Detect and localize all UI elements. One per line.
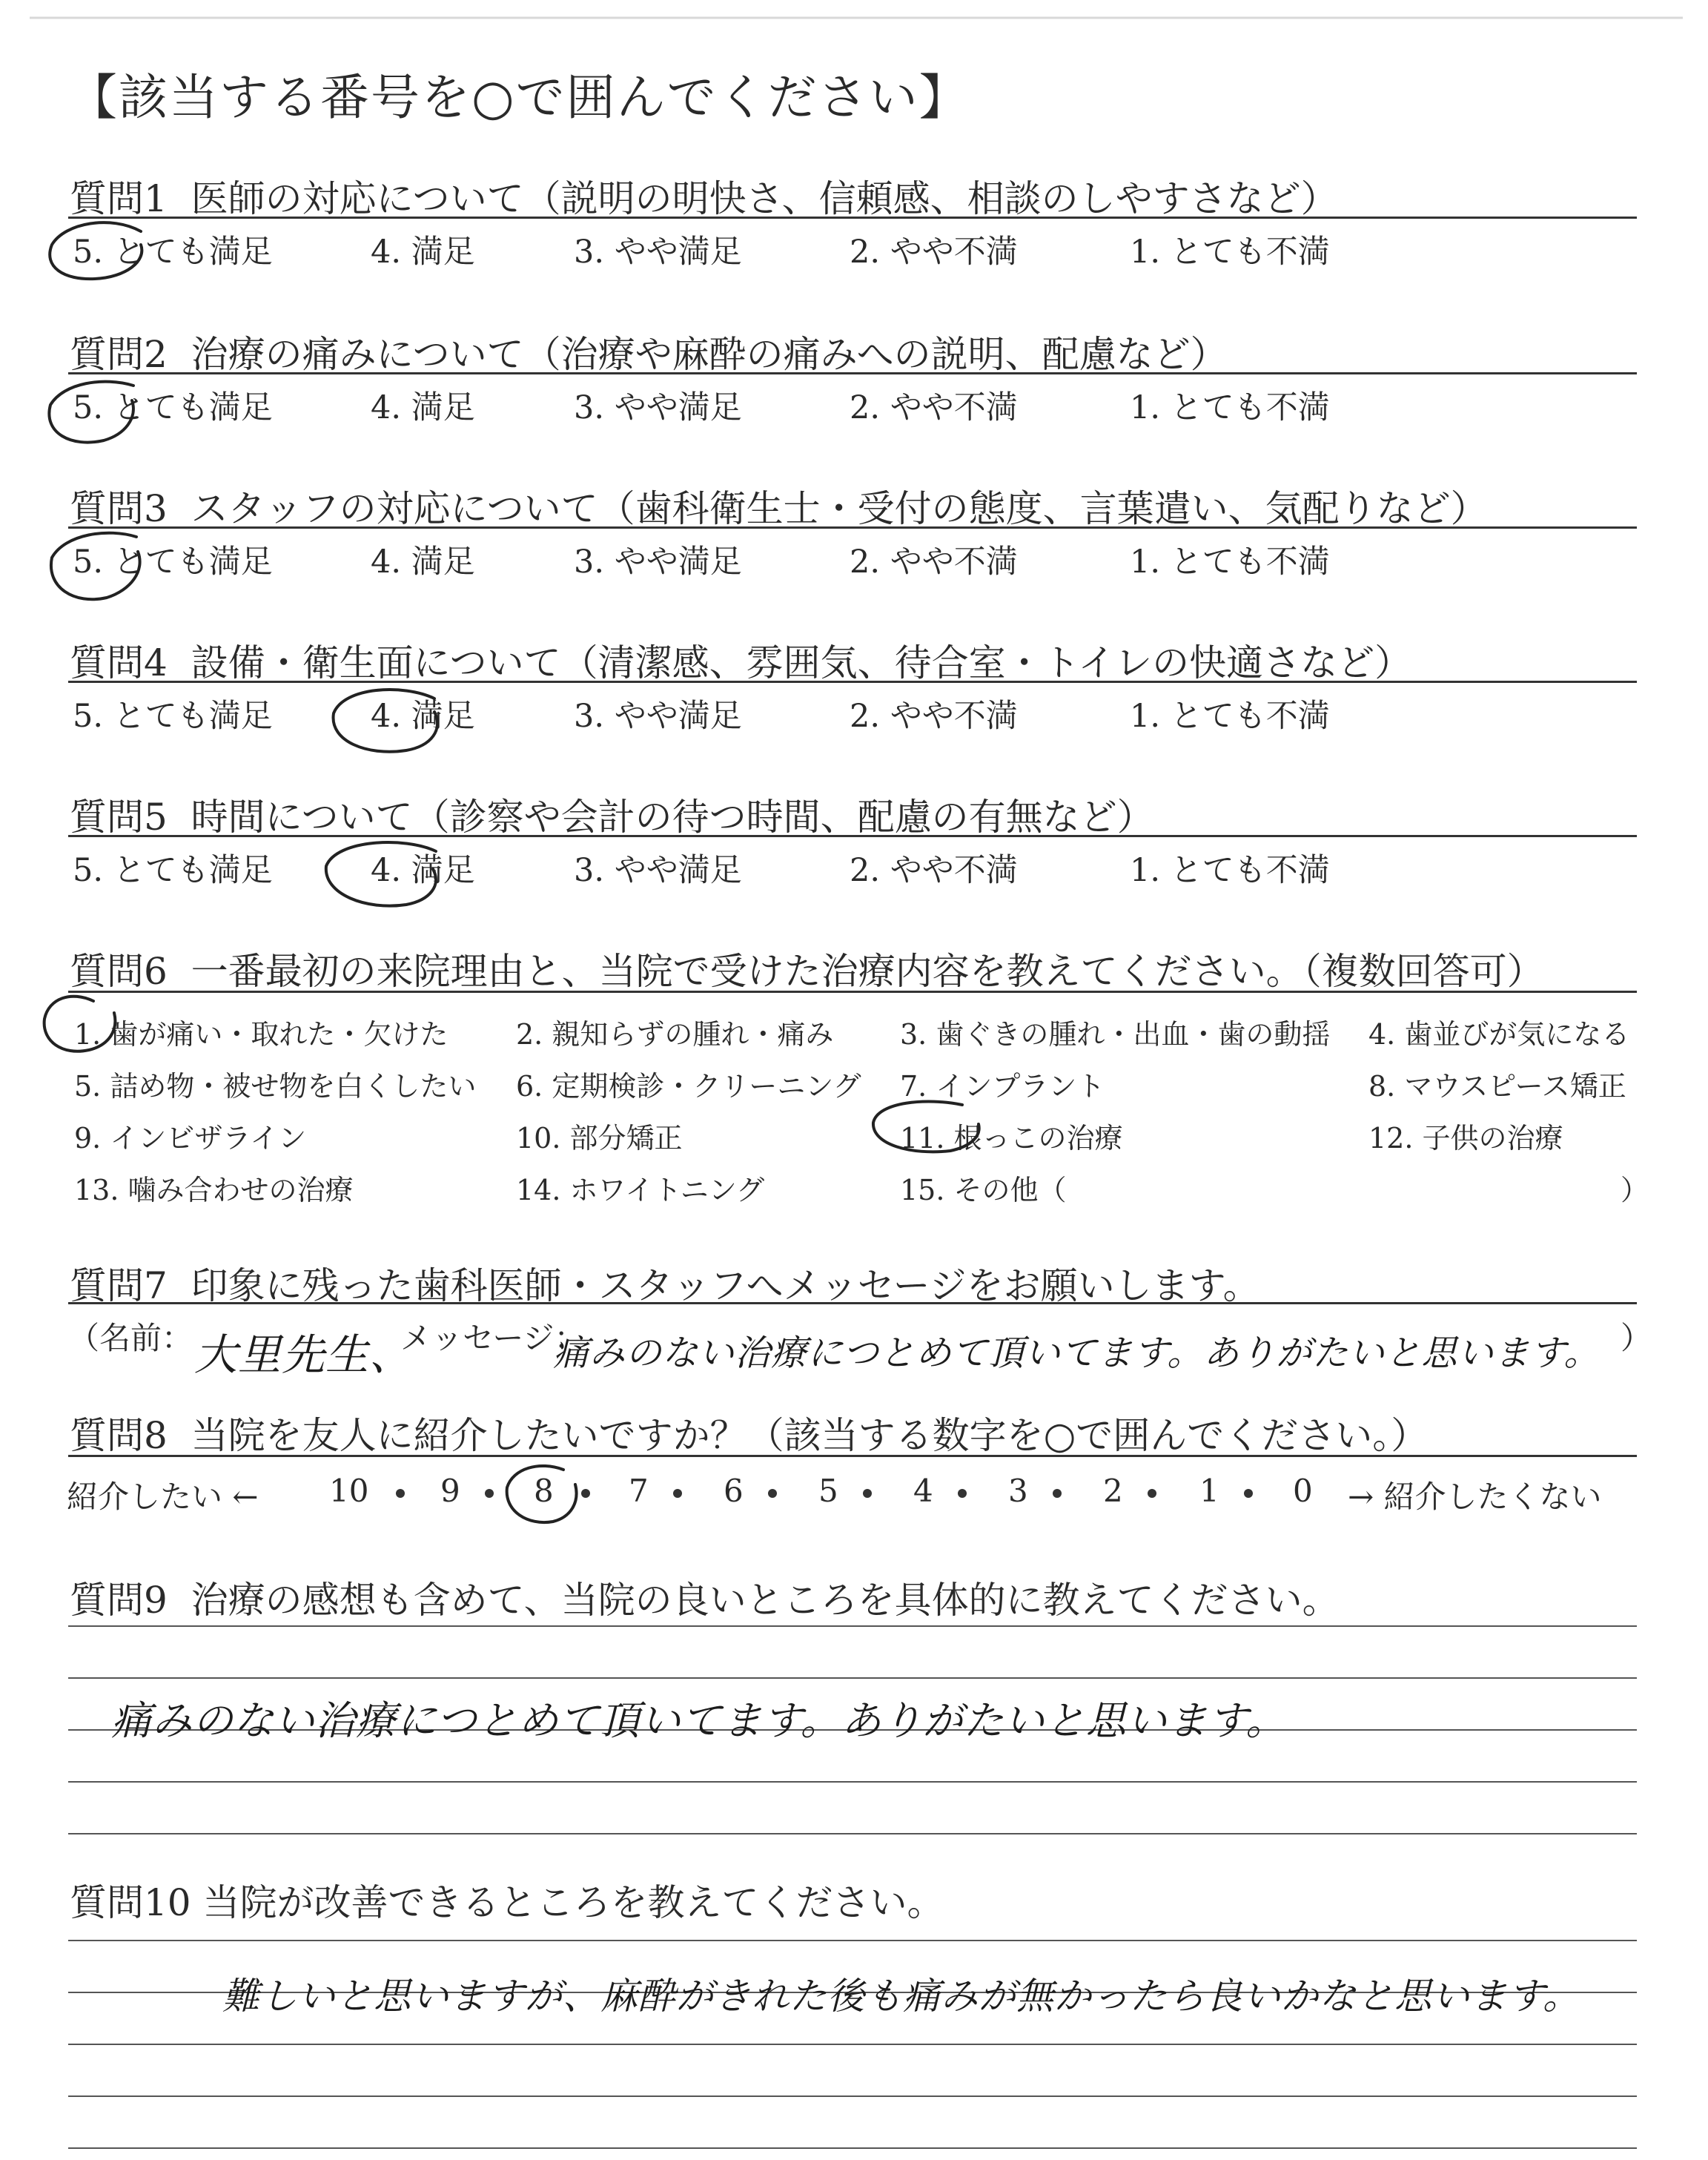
q10-line-3 bbox=[68, 2044, 1637, 2045]
question-1-text: 医師の対応について（説明の明快さ、信頼感、相談のしやすさなど） bbox=[191, 177, 1338, 220]
question-9 bbox=[70, 1571, 1340, 1624]
q5-option-5[interactable]: 5. とても満足 bbox=[73, 852, 273, 889]
question-3-label: 質問3 bbox=[70, 487, 168, 530]
question-2 bbox=[70, 325, 1228, 378]
q2-option-2[interactable]: 2. やや不満 bbox=[850, 389, 1018, 426]
q8-scale-7[interactable]: 7 bbox=[629, 1473, 649, 1509]
question-1-rule bbox=[68, 217, 1637, 219]
q6-option-11[interactable]: 11. 根っこの治療 bbox=[900, 1122, 1123, 1155]
q6-option-7[interactable]: 7. インプラント bbox=[900, 1070, 1105, 1103]
q6-option-2[interactable]: 2. 親知らずの腫れ・痛み bbox=[516, 1018, 834, 1051]
q6-option-1[interactable]: 1. 歯が痛い・取れた・欠けた bbox=[74, 1018, 448, 1051]
question-7-label: 質問7 bbox=[70, 1264, 168, 1307]
q6-option-14[interactable]: 14. ホワイトニング bbox=[516, 1174, 765, 1206]
question-8-rule bbox=[68, 1455, 1637, 1457]
question-3-rule bbox=[68, 526, 1637, 529]
question-5-label: 質問5 bbox=[70, 796, 168, 839]
q6-option-10[interactable]: 10. 部分矯正 bbox=[516, 1122, 683, 1155]
q2-option-1[interactable]: 1. とても不満 bbox=[1130, 389, 1330, 426]
question-8-label: 質問8 bbox=[70, 1414, 168, 1457]
q8-scale-6[interactable]: 6 bbox=[724, 1473, 744, 1509]
question-4 bbox=[70, 633, 1411, 687]
q6-option-13[interactable]: 13. 噛み合わせの治療 bbox=[74, 1174, 354, 1206]
q9-answer-handwritten[interactable]: 痛みのない治療につとめて頂いてます。ありがたいと思います。 bbox=[111, 1697, 1287, 1744]
q4-option-1[interactable]: 1. とても不満 bbox=[1130, 698, 1330, 735]
q3-option-4[interactable]: 4. 満足 bbox=[371, 544, 475, 581]
q8-scale-8[interactable]: 8 bbox=[534, 1473, 554, 1509]
q8-scale-1[interactable]: 1 bbox=[1199, 1473, 1219, 1509]
q2-option-5[interactable]: 5. とても満足 bbox=[73, 389, 273, 426]
q6-option-15[interactable]: 15. その他（ bbox=[900, 1174, 1067, 1206]
question-10-label: 質問10 bbox=[70, 1881, 191, 1924]
question-5 bbox=[70, 787, 1154, 841]
question-7-text: 印象に残った歯科医師・スタッフへメッセージをお願いします。 bbox=[191, 1264, 1260, 1307]
q5-option-1[interactable]: 1. とても不満 bbox=[1130, 852, 1330, 889]
question-9-text: 治療の感想も含めて、当院の良いところを具体的に教えてください。 bbox=[191, 1579, 1340, 1622]
q3-option-1[interactable]: 1. とても不満 bbox=[1130, 544, 1330, 581]
q2-option-3[interactable]: 3. やや満足 bbox=[574, 389, 742, 426]
q8-scale-0[interactable]: 0 bbox=[1293, 1473, 1313, 1509]
q6-option-5[interactable]: 5. 詰め物・被せ物を白くしたい bbox=[74, 1070, 477, 1103]
q1-option-5[interactable]: 5. とても満足 bbox=[73, 234, 273, 271]
q4-option-2[interactable]: 2. やや不満 bbox=[850, 698, 1018, 735]
question-3 bbox=[70, 479, 1488, 532]
q3-option-5[interactable]: 5. とても満足 bbox=[73, 544, 273, 581]
question-9-label: 質問9 bbox=[70, 1579, 168, 1622]
question-8 bbox=[70, 1406, 1428, 1459]
q10-line-1 bbox=[68, 1940, 1637, 1941]
q7-name-label: （名前： bbox=[68, 1320, 193, 1356]
q6-option-15-close: ） bbox=[1621, 1174, 1649, 1206]
question-6-rule bbox=[68, 991, 1637, 993]
q6-option-3[interactable]: 3. 歯ぐきの腫れ・出血・歯の動揺 bbox=[900, 1018, 1331, 1051]
q5-option-3[interactable]: 3. やや満足 bbox=[574, 852, 742, 889]
q3-option-2[interactable]: 2. やや不満 bbox=[850, 544, 1018, 581]
q10-answer-handwritten[interactable]: 難しいと思いますが、麻酔がきれた後も痛みが無かったら良いかなと思います。 bbox=[222, 1975, 1580, 2018]
question-8-text: 当院を友人に紹介したいですか？（該当する数字を○で囲んでください。） bbox=[191, 1414, 1429, 1457]
q9-line-5 bbox=[68, 1833, 1637, 1834]
q8-scale-9[interactable]: 9 bbox=[440, 1473, 460, 1509]
q7-close-paren: ） bbox=[1621, 1320, 1652, 1356]
question-3-text: スタッフの対応について（歯科衛生士・受付の態度、言葉遣い、気配りなど） bbox=[191, 487, 1488, 530]
q9-line-2 bbox=[68, 1677, 1637, 1679]
question-7-rule bbox=[68, 1302, 1637, 1304]
q7-message-handwritten[interactable]: 痛みのない治療につとめて頂いてます。ありがたいと思います。 bbox=[553, 1332, 1601, 1374]
q5-option-2[interactable]: 2. やや不満 bbox=[850, 852, 1018, 889]
q8-scale-10[interactable]: 10 bbox=[329, 1473, 369, 1509]
q8-scale-4[interactable]: 4 bbox=[913, 1473, 933, 1509]
q8-left-label: 紹介したい ← bbox=[67, 1479, 259, 1515]
q8-scale-2[interactable]: 2 bbox=[1103, 1473, 1123, 1509]
question-2-label: 質問2 bbox=[70, 333, 168, 376]
q8-right-label: → 紹介したくない bbox=[1348, 1479, 1602, 1515]
question-4-text: 設備・衛生面について（清潔感、雰囲気、待合室・トイレの快適さなど） bbox=[191, 641, 1412, 684]
question-5-text: 時間について（診察や会計の待つ時間、配慮の有無など） bbox=[191, 796, 1154, 839]
q6-option-8[interactable]: 8. マウスピース矯正 bbox=[1368, 1070, 1626, 1103]
question-4-rule bbox=[68, 681, 1637, 683]
q9-line-1 bbox=[68, 1625, 1637, 1627]
q4-option-4[interactable]: 4. 満足 bbox=[371, 698, 475, 735]
q4-option-3[interactable]: 3. やや満足 bbox=[574, 698, 742, 735]
q6-option-12[interactable]: 12. 子供の治療 bbox=[1368, 1122, 1563, 1155]
q8-scale-5[interactable]: 5 bbox=[818, 1473, 838, 1509]
form-title: 【該当する番号を○で囲んでください】 bbox=[68, 69, 970, 126]
q6-option-4[interactable]: 4. 歯並びが気になる bbox=[1368, 1018, 1630, 1051]
q7-name-handwritten[interactable]: 大里先生、 bbox=[194, 1330, 414, 1380]
q3-option-3[interactable]: 3. やや満足 bbox=[574, 544, 742, 581]
question-2-text: 治療の痛みについて（治療や麻酔の痛みへの説明、配慮など） bbox=[191, 333, 1228, 376]
question-4-label: 質問4 bbox=[70, 641, 168, 684]
question-6-text: 一番最初の来院理由と、当院で受けた治療内容を教えてください。（複数回答可） bbox=[191, 950, 1544, 993]
q6-option-6[interactable]: 6. 定期検診・クリーニング bbox=[516, 1070, 861, 1103]
q10-line-5 bbox=[68, 2147, 1637, 2149]
q5-option-4[interactable]: 4. 満足 bbox=[371, 852, 475, 889]
q1-option-1[interactable]: 1. とても不満 bbox=[1130, 234, 1330, 271]
question-5-rule bbox=[68, 835, 1637, 837]
question-1-label: 質問1 bbox=[70, 177, 168, 220]
q9-line-4 bbox=[68, 1781, 1637, 1783]
question-10-text: 当院が改善できるところを教えてください。 bbox=[202, 1881, 944, 1924]
q1-option-4[interactable]: 4. 満足 bbox=[371, 234, 475, 271]
q6-option-9[interactable]: 9. インビザライン bbox=[74, 1122, 307, 1155]
q8-scale-3[interactable]: 3 bbox=[1008, 1473, 1028, 1509]
q10-line-4 bbox=[68, 2095, 1637, 2097]
question-2-rule bbox=[68, 372, 1637, 374]
question-6 bbox=[70, 942, 1544, 995]
q7-message-label: メッセージ： bbox=[400, 1320, 586, 1356]
question-6-label: 質問6 bbox=[70, 950, 168, 993]
q4-option-5[interactable]: 5. とても満足 bbox=[73, 698, 273, 735]
q2-option-4[interactable]: 4. 満足 bbox=[371, 389, 475, 426]
q1-option-2[interactable]: 2. やや不満 bbox=[850, 234, 1018, 271]
question-1 bbox=[70, 169, 1338, 222]
q1-option-3[interactable]: 3. やや満足 bbox=[574, 234, 742, 271]
question-10 bbox=[70, 1873, 944, 1926]
